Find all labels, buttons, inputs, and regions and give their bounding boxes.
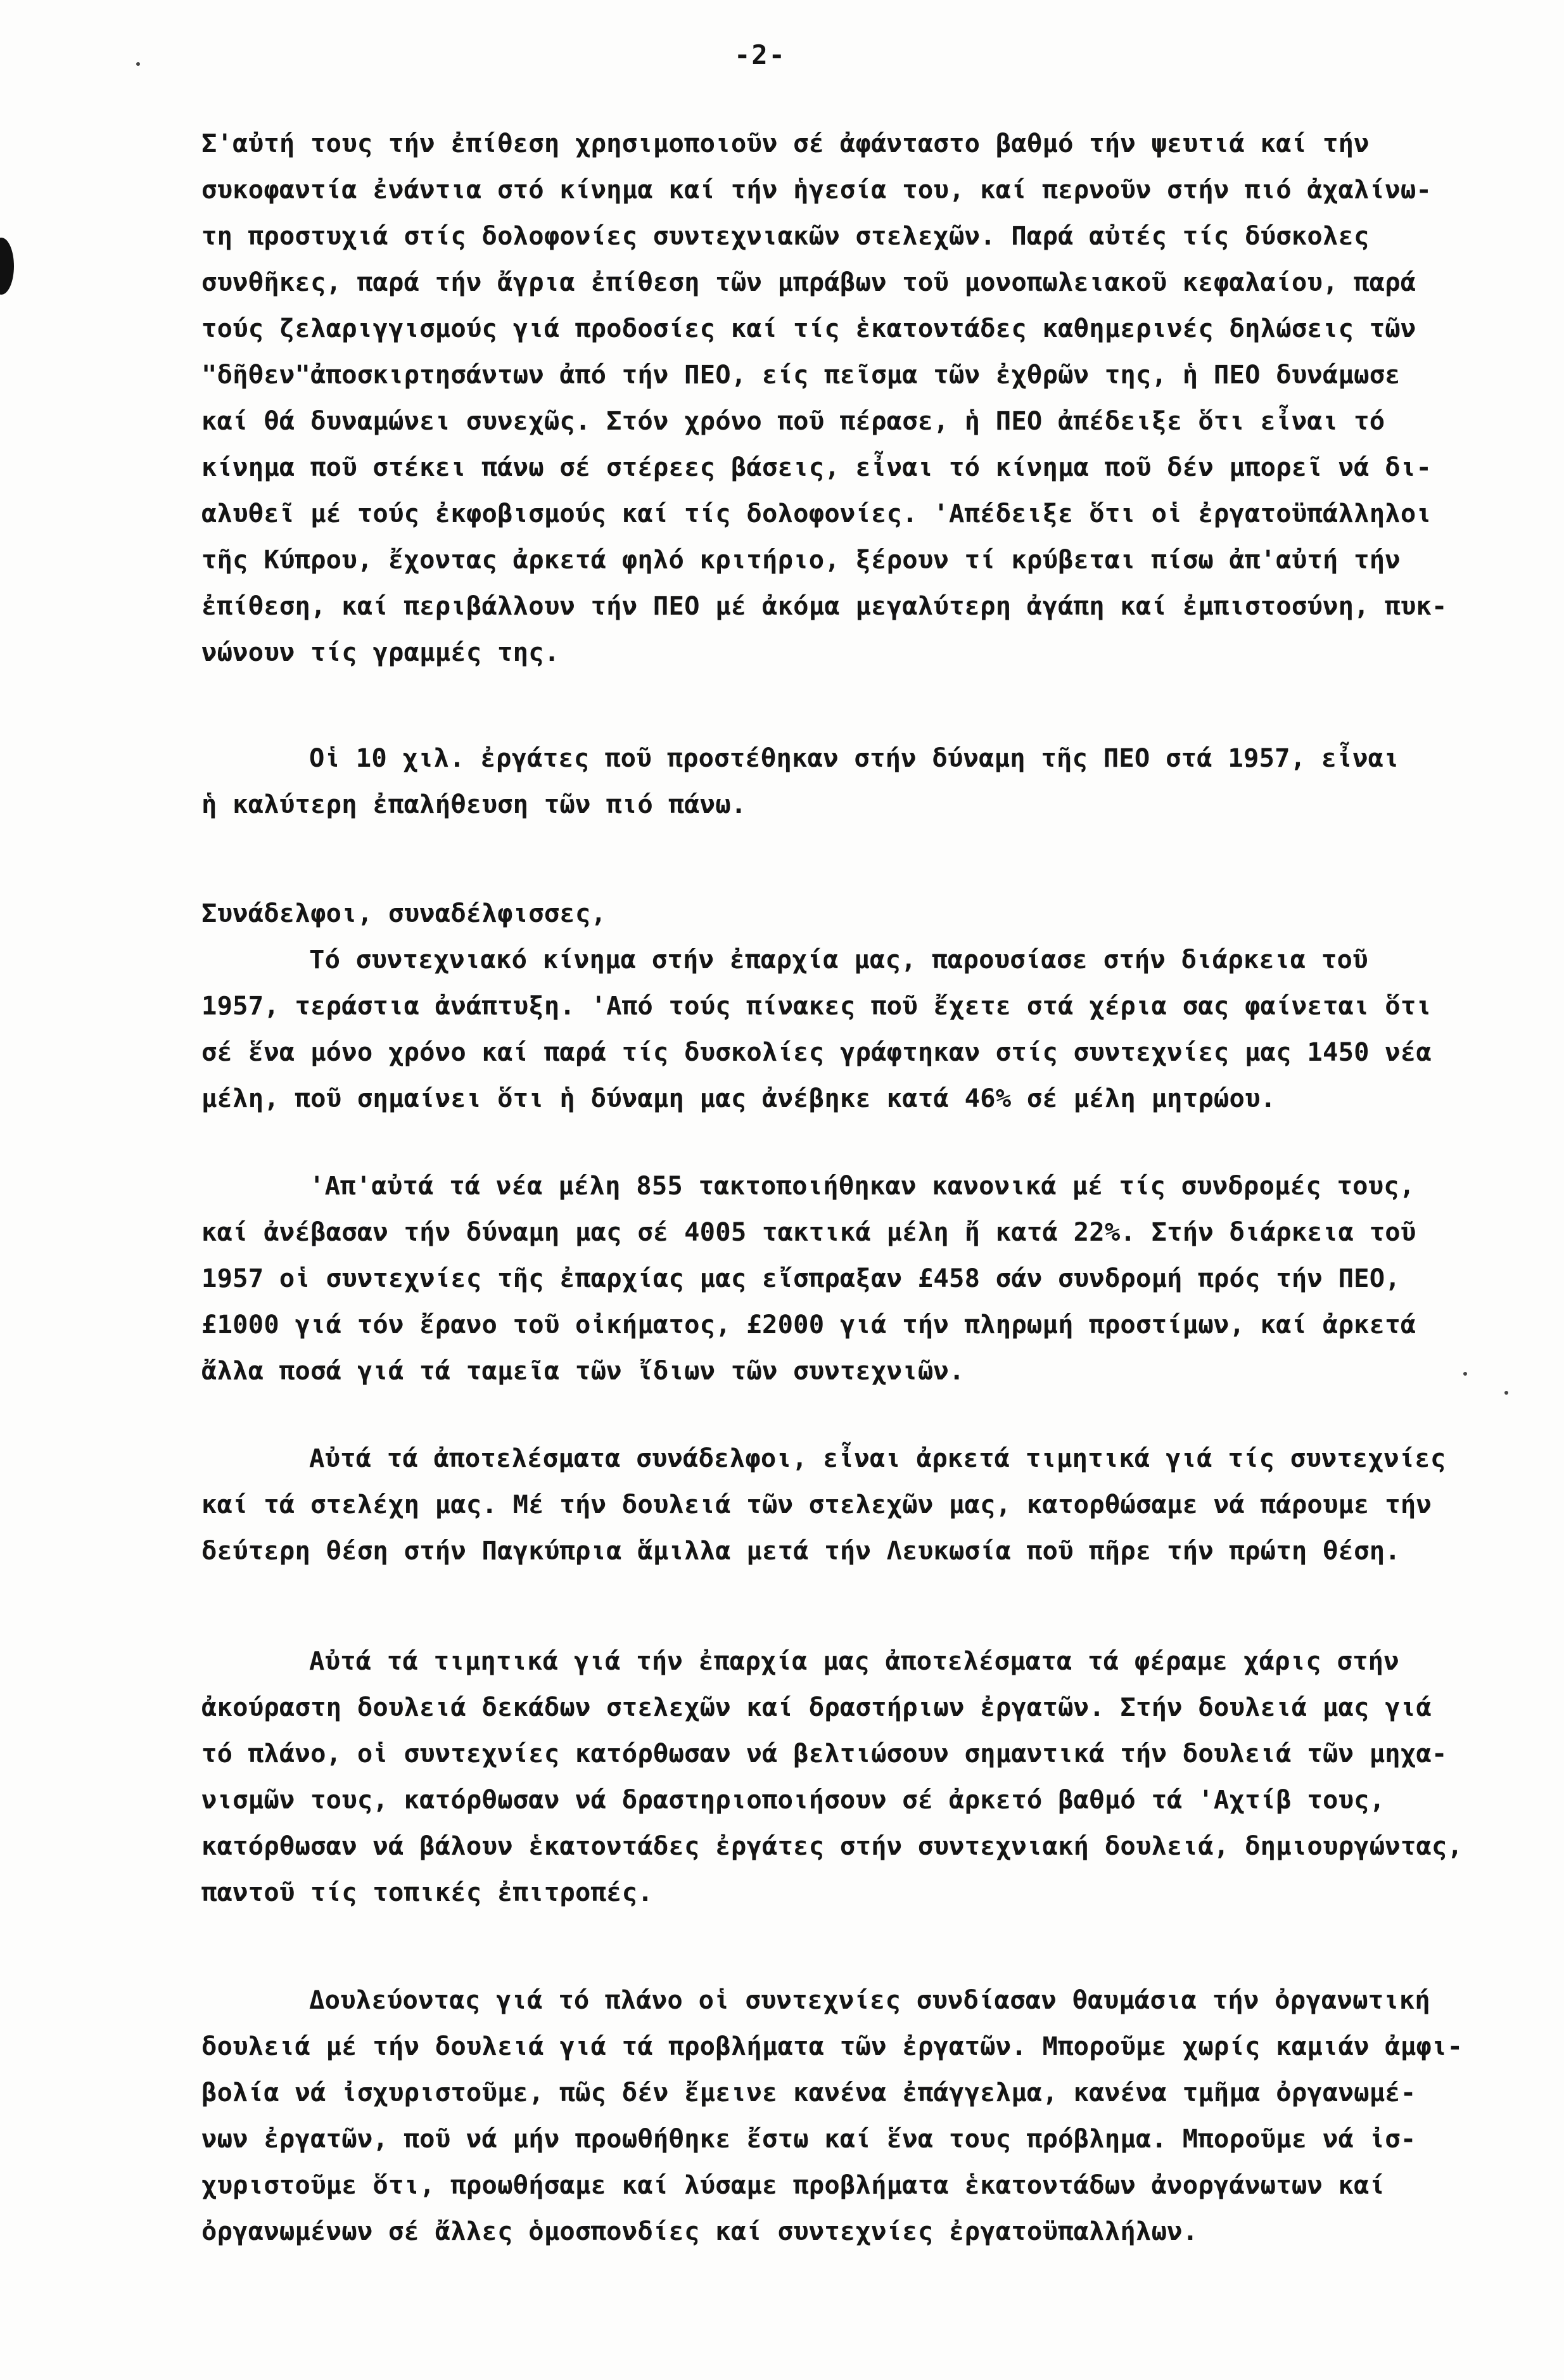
salutation: Συνάδελφοι, συναδέλφισσες, xyxy=(201,898,607,928)
text-line: χυριστοῦμε ὅτι, προωθήσαμε καί λύσαμε προβλήματα ἑκατοντάδων ἀνοργάνωτων καί xyxy=(201,2170,1385,2200)
text-line: συνθῆκες, παρά τήν ἄγρια ἐπίθεση τῶν μπράβων τοῦ μονοπωλειακοῦ κεφαλαίου, παρά xyxy=(201,267,1416,297)
text-line: καί θά δυναμώνει συνεχῶς. Στόν χρόνο ποῦ πέρασε, ἡ ΠΕΟ ἀπέδειξε ὅτι εἶναι τό xyxy=(201,406,1385,436)
paragraph-2 xyxy=(201,735,1557,828)
text-line: δεύτερη θέση στήν Παγκύπρια ἅμιλλα μετά τήν Λευκωσία ποῦ πῆρε τήν πρώτη θέση. xyxy=(201,1535,1401,1566)
text-line: Οἱ 10 χιλ. ἐργάτες ποῦ προστέθηκαν στήν δύναμη τῆς ΠΕΟ στά 1957, εἶναι xyxy=(309,743,1399,773)
text-line: 1957, τεράστια ἀνάπτυξη. 'Από τούς πίνακες ποῦ ἔχετε στά χέρια σας φαίνεται ὅτι xyxy=(201,990,1432,1021)
text-line: νισμῶν τους, κατόρθωσαν νά δραστηριοποιήσουν σέ ἀρκετό βαθμό τά 'Αχτίβ τους, xyxy=(201,1784,1385,1815)
paragraph-4 xyxy=(201,1163,1557,1394)
text-line: νώνουν τίς γραμμές της. xyxy=(201,637,560,667)
text-line: Αὐτά τά τιμητικά γιά τήν ἐπαρχία μας ἀποτελέσματα τά φέραμε χάρις στήν xyxy=(309,1646,1399,1676)
binder-hole-mark xyxy=(0,238,14,295)
text-line: μέλη, ποῦ σημαίνει ὅτι ἡ δύναμη μας ἀνέβηκε κατά 46% σέ μέλη μητρώου. xyxy=(201,1083,1276,1113)
text-line: τούς ζελαριγγισμούς γιά προδοσίες καί τίς ἑκατοντάδες καθημερινές δηλώσεις τῶν xyxy=(201,313,1416,343)
text-line: νων ἐργατῶν, ποῦ νά μήν προωθήθηκε ἔστω καί ἕνα τους πρόβλημα. Μποροῦμε νά ἰσ- xyxy=(201,2123,1416,2154)
text-line: κίνημα ποῦ στέκει πάνω σέ στέρεες βάσεις, εἶναι τό κίνημα ποῦ δέν μπορεῖ νά δι- xyxy=(201,452,1432,482)
text-line: καί τά στελέχη μας. Μέ τήν δουλειά τῶν στελεχῶν μας, κατορθώσαμε νά πάρουμε τήν xyxy=(201,1489,1432,1519)
text-line: ἀκούραστη δουλειά δεκάδων στελεχῶν καί δραστήριων ἐργατῶν. Στήν δουλειά μας γιά xyxy=(201,1692,1432,1722)
paragraph-6 xyxy=(201,1638,1557,1916)
text-line: δουλειά μέ τήν δουλειά γιά τά προβλήματα τῶν ἐργατῶν. Μποροῦμε χωρίς καμιάν ἀμφι- xyxy=(201,2031,1463,2061)
text-line: τη προστυχιά στίς δολοφονίες συντεχνιακῶν στελεχῶν. Παρά αὐτές τίς δύσκολες xyxy=(201,221,1370,251)
text-line: ὀργανωμένων σέ ἄλλες ὁμοσπονδίες καί συντεχνίες ἐργατοϋπαλλήλων. xyxy=(201,2216,1198,2246)
text-line: βολία νά ἰσχυριστοῦμε, πῶς δέν ἔμεινε κανένα ἐπάγγελμα, κανένα τμῆμα ὀργανωμέ- xyxy=(201,2077,1416,2108)
text-line: ἄλλα ποσά γιά τά ταμεῖα τῶν ἴδιων τῶν συντεχνιῶν. xyxy=(201,1355,965,1386)
text-line: Σ'αὐτή τους τήν ἐπίθεση χρησιμοποιοῦν σέ ἀφάνταστο βαθμό τήν ψευτιά καί τήν xyxy=(201,128,1370,158)
paragraph-3 xyxy=(201,890,1557,1122)
text-line: Αὐτά τά ἀποτελέσματα συνάδελφοι, εἶναι ἀρκετά τιμητικά γιά τίς συντεχνίες xyxy=(309,1443,1446,1473)
text-line: £1000 γιά τόν ἔρανο τοῦ οἰκήματος, £2000 γιά τήν πληρωμή προστίμων, καί ἀρκετά xyxy=(201,1309,1416,1340)
text-line: παντοῦ τίς τοπικές ἐπιτροπές. xyxy=(201,1877,653,1907)
text-line: Τό συντεχνιακό κίνημα στήν ἐπαρχία μας, παρουσίασε στήν διάρκεια τοῦ xyxy=(309,944,1368,975)
text-line: τό πλάνο, οἱ συντεχνίες κατόρθωσαν νά βελτιώσουν σημαντικά τήν δουλειά τῶν μηχα- xyxy=(201,1738,1447,1769)
text-line: 'Απ'αὐτά τά νέα μέλη 855 τακτοποιήθηκαν κανονικά μέ τίς συνδρομές τους, xyxy=(309,1170,1415,1201)
text-line: 1957 οἱ συντεχνίες τῆς ἐπαρχίας μας εἴσπραξαν £458 σάν συνδρομή πρός τήν ΠΕΟ, xyxy=(201,1263,1401,1293)
text-line: συκοφαντία ἐνάντια στό κίνημα καί τήν ἡγεσία του, καί περνοῦν στήν πιό ἀχαλίνω- xyxy=(201,174,1432,205)
text-line: αλυθεῖ μέ τούς ἐκφοβισμούς καί τίς δολοφονίες. 'Απέδειξε ὅτι οἱ ἐργατοϋπάλληλοι xyxy=(201,498,1432,528)
text-line: ἡ καλύτερη ἐπαλήθευση τῶν πιό πάνω. xyxy=(201,789,747,819)
text-line: κατόρθωσαν νά βάλουν ἑκατοντάδες ἐργάτες στήν συντεχνιακή δουλειά, δημιουργώντας, xyxy=(201,1831,1463,1861)
text-line: τῆς Κύπρου, ἔχοντας ἀρκετά φηλό κριτήριο, ξέρουν τί κρύβεται πίσω ἀπ'αὐτή τήν xyxy=(201,544,1401,575)
paragraph-1 xyxy=(201,120,1557,675)
paragraph-7 xyxy=(201,1977,1557,2255)
text-line: "δῆθεν"ἀποσκιρτησάντων ἀπό τήν ΠΕΟ, είς πεῖσμα τῶν ἐχθρῶν της, ἡ ΠΕΟ δυνάμωσε xyxy=(201,359,1401,390)
paragraph-5 xyxy=(201,1435,1557,1574)
page-number: -2- xyxy=(734,39,786,70)
text-line: σέ ἕνα μόνο χρόνο καί παρά τίς δυσκολίες γράφτηκαν στίς συντεχνίες μας 1450 νέα xyxy=(201,1037,1432,1067)
text-line: ἐπίθεση, καί περιβάλλουν τήν ΠΕΟ μέ ἀκόμα μεγαλύτερη ἀγάπη καί ἐμπιστοσύνη, πυκ- xyxy=(201,591,1447,621)
text-line: καί ἀνέβασαν τήν δύναμη μας σέ 4005 τακτικά μέλη ἤ κατά 22%. Στήν διάρκεια τοῦ xyxy=(201,1217,1416,1247)
text-line: Δουλεύοντας γιά τό πλάνο οἱ συντεχνίες συνδίασαν θαυμάσια τήν ὀργανωτική xyxy=(309,1985,1430,2015)
